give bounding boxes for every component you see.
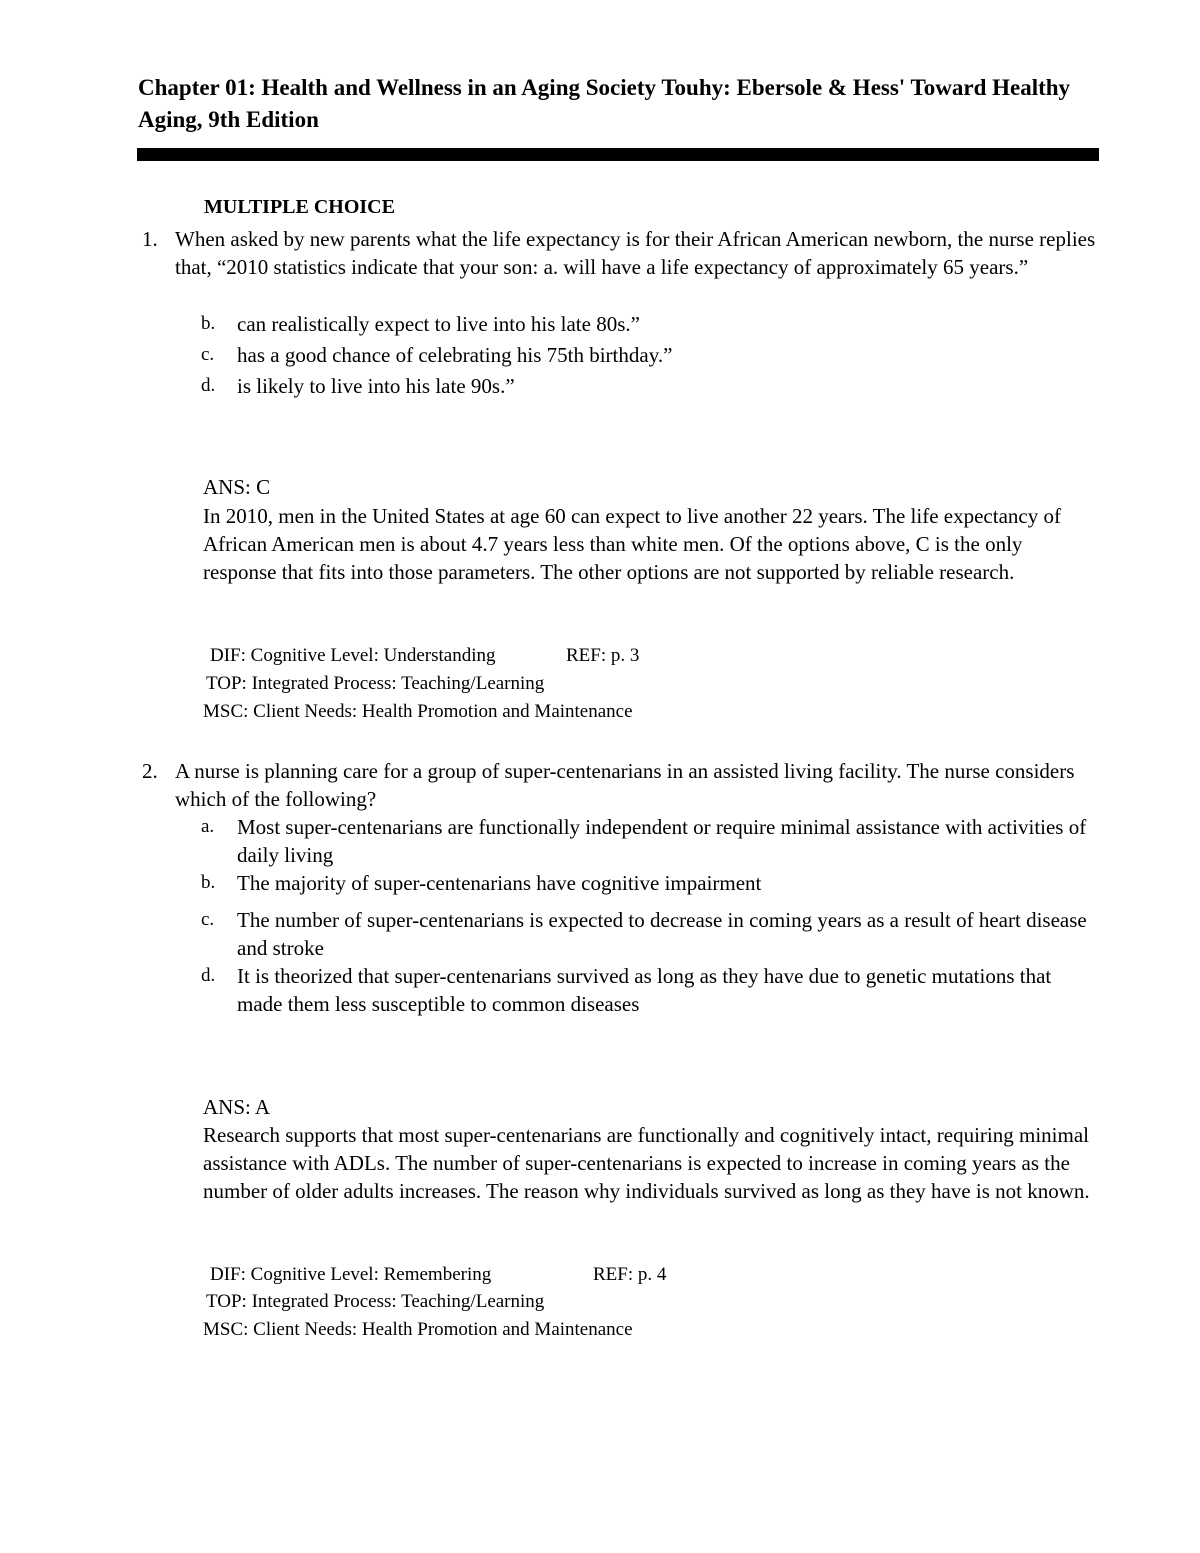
question-stem: A nurse is planning care for a group of super-centenarians in an assisted living facility. The nurse considers which of the following? xyxy=(175,759,1075,811)
topic: TOP: Integrated Process: Teaching/Learning xyxy=(206,673,545,694)
page-reference: REF: p. 4 xyxy=(593,1264,667,1285)
page-reference: REF: p. 3 xyxy=(566,645,640,666)
rationale: Research supports that most super-centenarians are functionally and cognitively intact, requiring minimal assistance with ADLs. The number of super-centenarians is expected to increase in coming years as the number of older adults increases. The reason why individuals survived as long as they have is not known. xyxy=(203,1123,1090,1203)
option-text: It is theorized that super-centenarians survived as long as they have due to genetic mutations that made them less susceptible to common diseases xyxy=(237,964,1052,1016)
difficulty-level: DIF: Cognitive Level: Remembering xyxy=(210,1264,492,1285)
option-letter: c. xyxy=(201,344,215,365)
option-letter: b. xyxy=(201,872,216,893)
option-text: is likely to live into his late 90s.” xyxy=(237,374,515,398)
chapter-title: Chapter 01: Health and Wellness in an Aging Society Touhy: Ebersole & Hess' Toward Healthy Aging, 9th Edition xyxy=(138,75,1071,132)
client-needs: MSC: Client Needs: Health Promotion and Maintenance xyxy=(203,701,633,722)
section-heading: MULTIPLE CHOICE xyxy=(204,196,395,218)
question-number: 2. xyxy=(142,759,158,783)
option-text: has a good chance of celebrating his 75th birthday.” xyxy=(237,343,673,367)
option-text: can realistically expect to live into his late 80s.” xyxy=(237,312,640,336)
title-divider xyxy=(137,148,1099,161)
rationale: In 2010, men in the United States at age 60 can expect to live another 22 years. The life expectancy of African American men is about 4.7 years less than white men. Of the options above, C is the only response that fits into those parameters. The other options are not supported by reliable research. xyxy=(203,504,1061,584)
difficulty-level: DIF: Cognitive Level: Understanding xyxy=(210,645,496,666)
option-text: The majority of super-centenarians have cognitive impairment xyxy=(237,871,762,895)
option-letter: c. xyxy=(201,909,215,930)
option-text: The number of super-centenarians is expected to decrease in coming years as a result of heart disease and stroke xyxy=(237,908,1087,960)
question-number: 1. xyxy=(142,227,158,251)
option-text: Most super-centenarians are functionally independent or require minimal assistance with activities of daily living xyxy=(237,815,1087,867)
client-needs: MSC: Client Needs: Health Promotion and Maintenance xyxy=(203,1319,633,1340)
answer-key: ANS: C xyxy=(203,475,271,499)
answer-key: ANS: A xyxy=(203,1095,271,1119)
option-letter: d. xyxy=(201,375,216,396)
option-letter: b. xyxy=(201,313,216,334)
question-stem: When asked by new parents what the life expectancy is for their African American newborn, the nurse replies that, “2010 statistics indicate that your son: a. will have a life expectancy of approximately 65 years.” xyxy=(175,227,1096,279)
option-letter: d. xyxy=(201,965,216,986)
topic: TOP: Integrated Process: Teaching/Learning xyxy=(206,1291,545,1312)
option-letter: a. xyxy=(201,816,215,837)
